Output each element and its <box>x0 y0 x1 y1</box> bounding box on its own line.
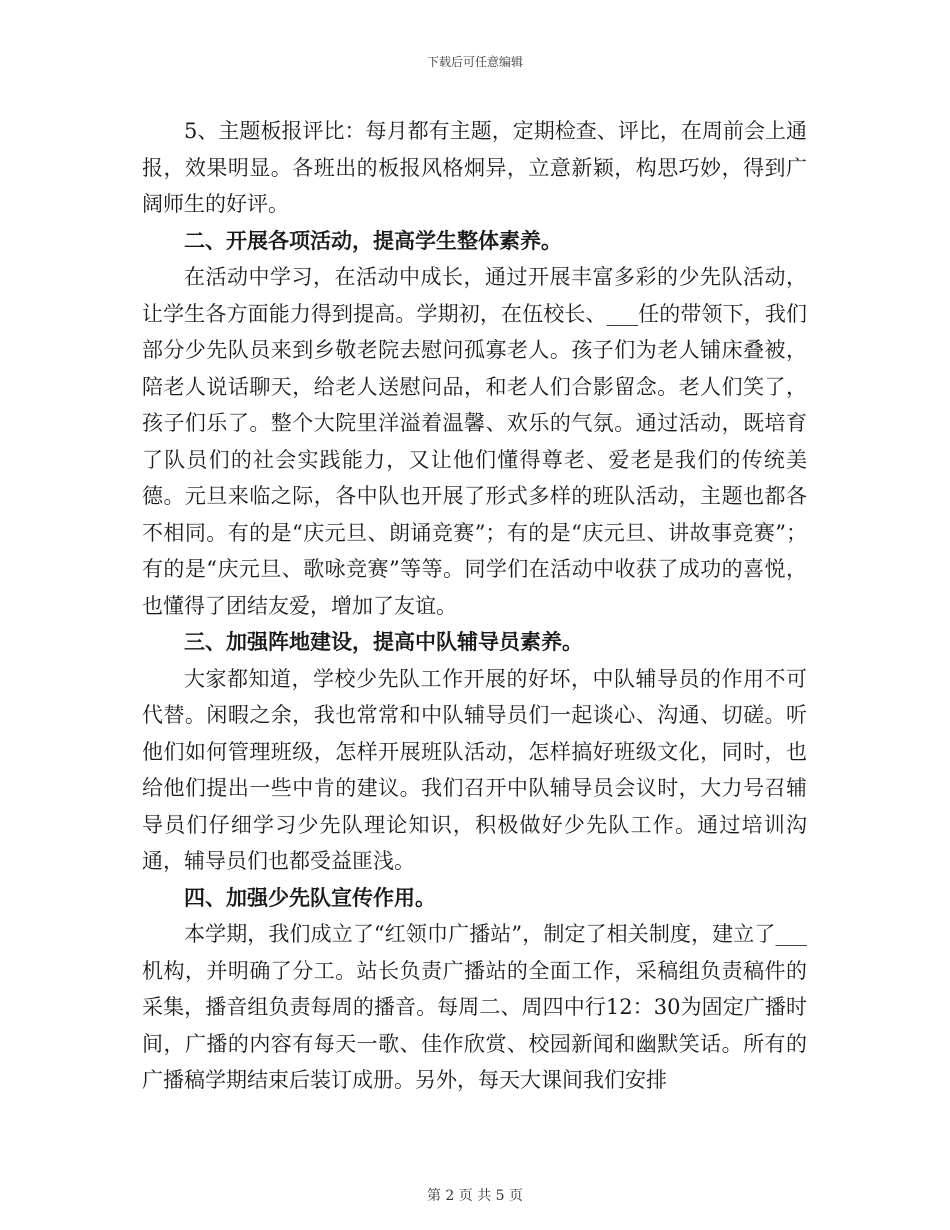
document-body <box>142 113 807 1099</box>
section-heading-4: 四、加强少先队宣传作用。 <box>184 884 436 910</box>
section-heading-3: 三、加强阵地建设，提高中队辅导员素养。 <box>184 629 583 654</box>
paragraph-broadcast: 本学期，我们成立了“红领巾广播站”，制定了相关制度，建立了___机构，并明确了分工。站长负责广播站的全面工作，采稿组负责稿件的采集，播音组负责每周的播音。每周二、周四中行12：30为固定广播时间，广播的内容有每天一歌、佳作欣赏、校园新闻和幽默笑话。所有的广播稿学期结束后装订成册。另外，每天大课间我们安排 <box>142 922 807 1092</box>
paragraph-counselors: 大家都知道，学校少先队工作开展的好坏，中队辅导员的作用不可代替。闲暇之余，我也常常和中队辅导员们一起谈心、沟通、切磋。听他们如何管理班级，怎样开展班队活动，怎样搞好班级文化，同时，也给他们提出一些中肯的建议。我们召开中队辅导员会议时，大力号召辅导员们仔细学习少先队理论知识，积极做好少先队工作。通过培训沟通，辅导员们也都受益匪浅。 <box>142 666 807 873</box>
section-heading-2: 二、开展各项活动，提高学生整体素养。 <box>184 227 562 253</box>
page-footer: 第 2 页 共 5 页 <box>426 1188 524 1204</box>
paragraph-item-5: 5、主题板报评比：每月都有主题，定期检查、评比，在周前会上通报，效果明显。各班出的板报风格炯异，立意新颖，构思巧妙，得到广阔师生的好评。 <box>142 119 807 216</box>
paragraph-activities: 在活动中学习，在活动中成长，通过开展丰富多彩的少先队活动，让学生各方面能力得到提高。学期初，在伍校长、___任的带领下，我们部分少先队员来到乡敬老院去慰问孤寡老人。孩子们为老人铺床叠被，陪老人说话聊天，给老人送慰问品，和老人们合影留念。老人们笑了，孩子们乐了。整个大院里洋溢着温馨、欢乐的气氛。通过活动，既培育了队员们的社会实践能力，又让他们懂得尊老、爱老是我们的传统美德。元旦来临之际，各中队也开展了形式多样的班队活动，主题也都各不相同。有的是“庆元旦、朗诵竞赛”；有的是“庆元旦、讲故事竞赛”；有的是“庆元旦、歌咏竞赛”等等。同学们在活动中收获了成功的喜悦，也懂得了团结友爱，增加了友谊。 <box>142 265 807 618</box>
page-header: 下载后可任意编辑 <box>426 55 523 69</box>
